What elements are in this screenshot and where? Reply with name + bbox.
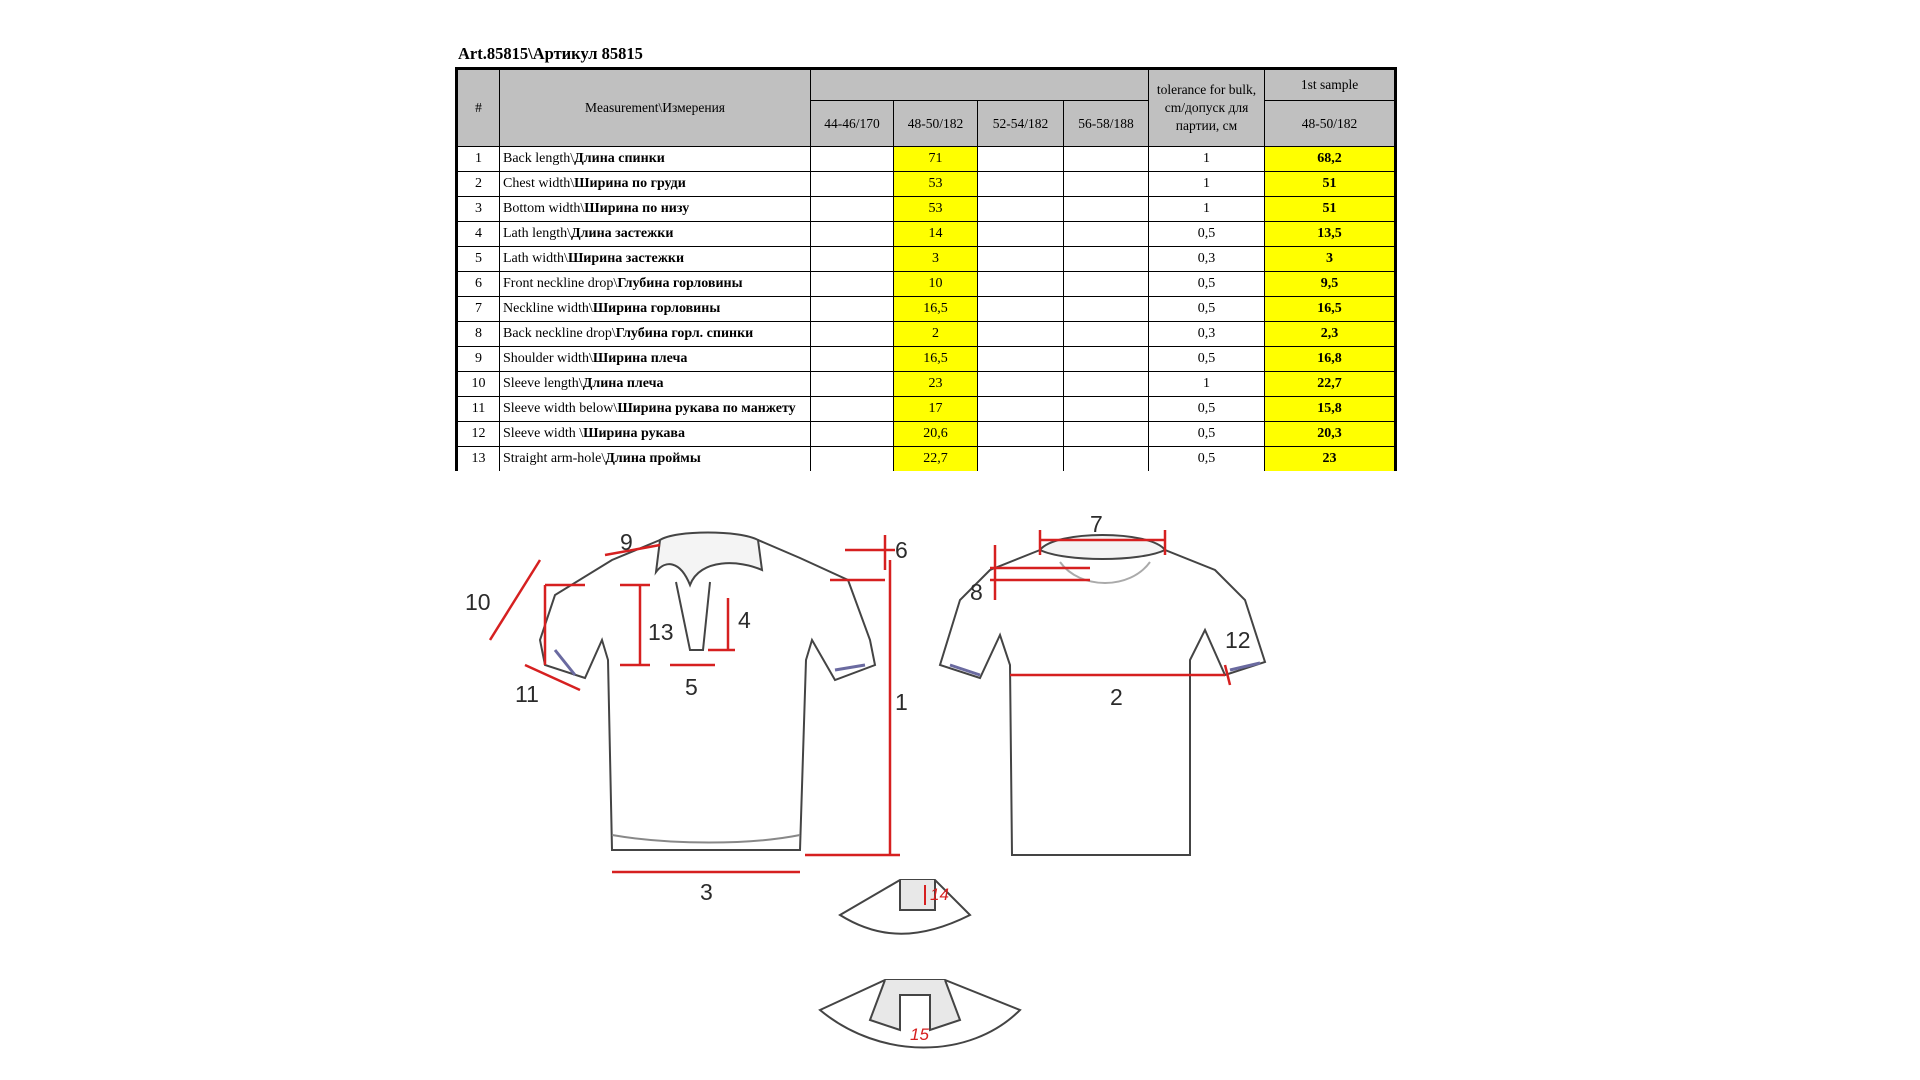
table-row xyxy=(457,272,1396,297)
row-size-1 xyxy=(811,447,894,472)
row-sample: 9,5 xyxy=(1265,272,1396,297)
row-sample: 15,8 xyxy=(1265,397,1396,422)
header-tolerance: tolerance for bulk, cm/допуск для партии, см xyxy=(1149,69,1265,147)
row-size-1 xyxy=(811,247,894,272)
row-size-2: 16,5 xyxy=(894,347,978,372)
dim-label-5: 5 xyxy=(685,674,698,700)
row-measurement-en: Back length\ xyxy=(503,151,575,166)
row-measurement-ru: Ширина рукава по манжету xyxy=(617,401,796,416)
row-measurement-ru: Глубина горл. спинки xyxy=(615,326,754,341)
row-tolerance: 1 xyxy=(1149,197,1265,222)
row-measurement xyxy=(500,397,811,422)
dim-label-9: 9 xyxy=(620,529,633,555)
row-size-1 xyxy=(811,422,894,447)
row-size-1 xyxy=(811,397,894,422)
row-num: 7 xyxy=(457,297,500,322)
row-measurement-ru: Ширина по груди xyxy=(574,176,686,191)
dim-label-13: 13 xyxy=(648,619,674,645)
table-row xyxy=(457,197,1396,222)
row-tolerance: 0,5 xyxy=(1149,222,1265,247)
row-size-3 xyxy=(978,297,1064,322)
row-num: 8 xyxy=(457,322,500,347)
table-row xyxy=(457,222,1396,247)
dim-label-3: 3 xyxy=(700,879,713,905)
garment-sketch xyxy=(465,500,1440,1080)
row-size-4 xyxy=(1064,147,1149,172)
header-size-4: 56-58/188 xyxy=(1064,101,1149,147)
row-size-1 xyxy=(811,297,894,322)
row-size-1 xyxy=(811,347,894,372)
table-row xyxy=(457,372,1396,397)
table-row xyxy=(457,397,1396,422)
row-measurement-en: Lath length\ xyxy=(503,226,572,241)
row-sample: 23 xyxy=(1265,447,1396,472)
row-measurement-en: Bottom width\ xyxy=(503,201,585,216)
collar-drawing-1 xyxy=(840,880,970,934)
row-tolerance: 1 xyxy=(1149,147,1265,172)
dim-label-1: 1 xyxy=(895,689,908,715)
row-measurement-en: Shoulder width\ xyxy=(503,351,593,366)
dim-label-12: 12 xyxy=(1225,627,1251,653)
front-shirt-drawing xyxy=(540,533,875,851)
row-size-1 xyxy=(811,372,894,397)
row-size-2: 20,6 xyxy=(894,422,978,447)
table-row xyxy=(457,247,1396,272)
row-tolerance: 0,5 xyxy=(1149,297,1265,322)
row-measurement xyxy=(500,272,811,297)
row-sample: 3 xyxy=(1265,247,1396,272)
row-size-3 xyxy=(978,222,1064,247)
dim-label-10: 10 xyxy=(465,589,491,615)
row-tolerance: 1 xyxy=(1149,172,1265,197)
row-measurement xyxy=(500,247,811,272)
row-size-2: 71 xyxy=(894,147,978,172)
table-row xyxy=(457,447,1396,472)
row-size-2: 3 xyxy=(894,247,978,272)
row-size-1 xyxy=(811,172,894,197)
row-size-2: 53 xyxy=(894,172,978,197)
header-num: # xyxy=(457,69,500,147)
header-size-2: 48-50/182 xyxy=(894,101,978,147)
row-measurement-ru: Глубина горловины xyxy=(617,276,743,291)
row-measurement xyxy=(500,422,811,447)
row-num: 3 xyxy=(457,197,500,222)
row-measurement-ru: Ширина по низу xyxy=(584,201,690,216)
row-size-4 xyxy=(1064,447,1149,472)
table-row xyxy=(457,322,1396,347)
row-measurement-ru: Длина застежки xyxy=(571,226,674,241)
row-sample: 68,2 xyxy=(1265,147,1396,172)
row-measurement-en: Front neckline drop\ xyxy=(503,276,618,291)
row-size-1 xyxy=(811,222,894,247)
row-measurement xyxy=(500,347,811,372)
table-row xyxy=(457,147,1396,172)
row-size-3 xyxy=(978,247,1064,272)
row-measurement xyxy=(500,197,811,222)
row-num: 11 xyxy=(457,397,500,422)
dim-label-15: 15 xyxy=(910,1025,929,1044)
row-num: 1 xyxy=(457,147,500,172)
dim-label-2: 2 xyxy=(1110,684,1123,710)
row-size-2: 16,5 xyxy=(894,297,978,322)
row-measurement-ru: Длина плеча xyxy=(582,376,664,391)
header-sample: 1st sample xyxy=(1265,69,1396,101)
row-num: 9 xyxy=(457,347,500,372)
row-size-2: 10 xyxy=(894,272,978,297)
row-size-4 xyxy=(1064,422,1149,447)
header-measurement: Measurement\Измерения xyxy=(500,69,811,147)
row-measurement-en: Sleeve width \ xyxy=(503,426,584,441)
header-size-3: 52-54/182 xyxy=(978,101,1064,147)
row-measurement-en: Sleeve width below\ xyxy=(503,401,618,416)
row-tolerance: 1 xyxy=(1149,372,1265,397)
row-size-4 xyxy=(1064,372,1149,397)
row-size-2: 14 xyxy=(894,222,978,247)
row-tolerance: 0,5 xyxy=(1149,272,1265,297)
table-row xyxy=(457,347,1396,372)
row-measurement-en: Back neckline drop\ xyxy=(503,326,616,341)
row-measurement-en: Lath width\ xyxy=(503,251,568,266)
table-row xyxy=(457,297,1396,322)
row-tolerance: 0,3 xyxy=(1149,247,1265,272)
row-size-4 xyxy=(1064,222,1149,247)
row-size-2: 17 xyxy=(894,397,978,422)
row-num: 10 xyxy=(457,372,500,397)
row-size-3 xyxy=(978,447,1064,472)
row-size-3 xyxy=(978,322,1064,347)
row-size-2: 22,7 xyxy=(894,447,978,472)
row-size-1 xyxy=(811,197,894,222)
row-num: 5 xyxy=(457,247,500,272)
row-measurement xyxy=(500,372,811,397)
row-size-4 xyxy=(1064,172,1149,197)
row-size-3 xyxy=(978,347,1064,372)
row-size-3 xyxy=(978,372,1064,397)
row-measurement-ru: Ширина застежки xyxy=(567,251,685,266)
row-size-1 xyxy=(811,272,894,297)
header-size-1: 44-46/170 xyxy=(811,101,894,147)
row-measurement xyxy=(500,222,811,247)
row-sample: 16,8 xyxy=(1265,347,1396,372)
row-tolerance: 0,5 xyxy=(1149,422,1265,447)
row-measurement xyxy=(500,322,811,347)
row-sample: 51 xyxy=(1265,172,1396,197)
row-tolerance: 0,5 xyxy=(1149,447,1265,472)
back-shirt-drawing xyxy=(940,535,1265,855)
row-sample: 22,7 xyxy=(1265,372,1396,397)
table-row xyxy=(457,422,1396,447)
row-measurement-en: Sleeve length\ xyxy=(503,376,583,391)
row-size-3 xyxy=(978,147,1064,172)
row-num: 13 xyxy=(457,447,500,472)
row-size-1 xyxy=(811,322,894,347)
row-measurement-en: Straight arm-hole\ xyxy=(503,451,606,466)
row-measurement-ru: Ширина плеча xyxy=(592,351,688,366)
row-size-2: 53 xyxy=(894,197,978,222)
row-size-3 xyxy=(978,197,1064,222)
row-measurement xyxy=(500,297,811,322)
measurement-table xyxy=(455,67,1397,471)
row-size-1 xyxy=(811,147,894,172)
row-num: 12 xyxy=(457,422,500,447)
dim-label-4: 4 xyxy=(738,607,751,633)
row-num: 6 xyxy=(457,272,500,297)
row-measurement xyxy=(500,147,811,172)
row-size-3 xyxy=(978,172,1064,197)
row-tolerance: 0,5 xyxy=(1149,397,1265,422)
row-sample: 20,3 xyxy=(1265,422,1396,447)
header-sample-size: 48-50/182 xyxy=(1265,101,1396,147)
row-num: 2 xyxy=(457,172,500,197)
row-size-4 xyxy=(1064,322,1149,347)
row-measurement xyxy=(500,447,811,472)
row-size-4 xyxy=(1064,397,1149,422)
row-measurement-ru: Длина спинки xyxy=(574,151,665,166)
row-measurement-en: Neckline width\ xyxy=(503,301,593,316)
table-body xyxy=(457,147,1396,472)
row-sample: 13,5 xyxy=(1265,222,1396,247)
row-size-4 xyxy=(1064,347,1149,372)
row-measurement xyxy=(500,172,811,197)
article-title: Art.85815\Артикул 85815 xyxy=(458,44,643,63)
row-size-3 xyxy=(978,272,1064,297)
row-measurement-en: Chest width\ xyxy=(503,176,575,191)
dim-label-8: 8 xyxy=(970,579,983,605)
row-size-4 xyxy=(1064,272,1149,297)
row-size-2: 23 xyxy=(894,372,978,397)
row-measurement-ru: Длина проймы xyxy=(605,451,701,466)
row-tolerance: 0,3 xyxy=(1149,322,1265,347)
row-measurement-ru: Ширина рукава xyxy=(583,426,685,441)
row-size-4 xyxy=(1064,197,1149,222)
row-num: 4 xyxy=(457,222,500,247)
row-size-4 xyxy=(1064,247,1149,272)
row-size-3 xyxy=(978,397,1064,422)
row-sample: 2,3 xyxy=(1265,322,1396,347)
row-tolerance: 0,5 xyxy=(1149,347,1265,372)
row-size-2: 2 xyxy=(894,322,978,347)
dim-label-6: 6 xyxy=(895,537,908,563)
header-sizes-group xyxy=(811,69,1149,101)
table-row xyxy=(457,172,1396,197)
row-size-4 xyxy=(1064,297,1149,322)
row-sample: 16,5 xyxy=(1265,297,1396,322)
dim-label-11: 11 xyxy=(515,681,539,707)
row-sample: 51 xyxy=(1265,197,1396,222)
dim-label-14: 14 xyxy=(930,885,949,904)
dim-label-7: 7 xyxy=(1090,511,1103,537)
row-size-3 xyxy=(978,422,1064,447)
row-measurement-ru: Ширина горловины xyxy=(592,301,721,316)
